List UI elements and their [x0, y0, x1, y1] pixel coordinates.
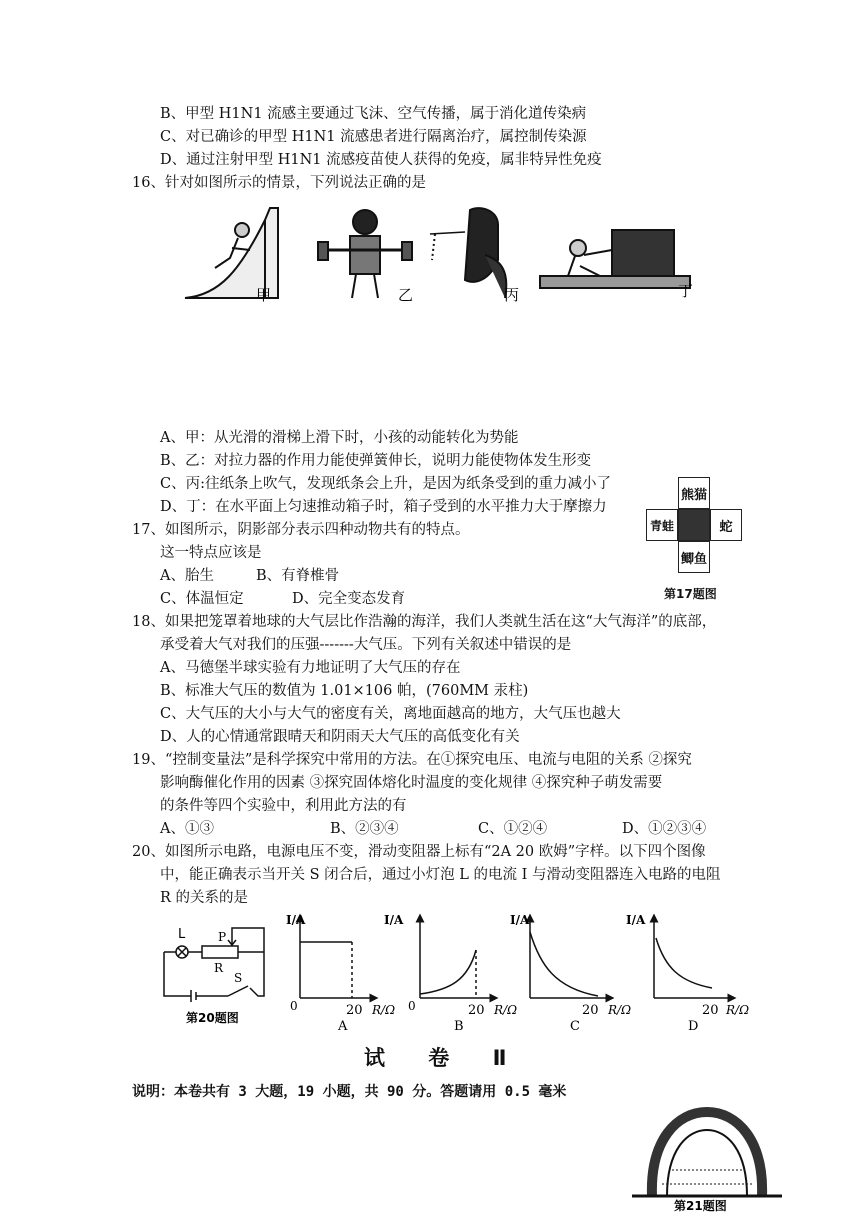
part2-note: 说明：本卷共有 3 大题，19 小题，共 90 分。答题请用 0.5 毫米 [132, 1084, 567, 1100]
q15-option-c: C、对已确诊的甲型 H1N1 流感患者进行隔离治疗，属控制传染源 [160, 129, 587, 145]
graph-c [530, 918, 610, 998]
q21-figure [632, 1100, 782, 1212]
push-box-picture [540, 230, 690, 288]
blowing-paper-picture [430, 208, 506, 298]
graph-a [300, 918, 374, 998]
q17-stem: 17、如图所示，阴影部分表示四种动物共有的特点。 [132, 522, 470, 538]
q18-stem2: 承受着大气对我们的压强-------大气压。下列有关叙述中错误的是 [160, 637, 572, 653]
rheostat-symbol [202, 946, 238, 958]
q20-stem3: R 的关系的是 [160, 890, 249, 906]
label-yi: 乙 [398, 286, 414, 304]
q19-option-a: A、①③ [160, 821, 214, 837]
label-jia: 甲 [256, 286, 272, 304]
q16-option-b: B、乙：对拉力器的作用力能使弹簧伸长，说明力能使物体发生形变 [160, 453, 592, 469]
battery-symbol [191, 990, 196, 1002]
graph-c-xlabel: R/Ω [608, 1003, 632, 1017]
q19-option-c: C、①②④ [478, 821, 548, 837]
slide-picture [185, 208, 278, 298]
graph-c-ylabel: I/A [510, 913, 530, 927]
q15-option-d: D、通过注射甲型 H1N1 流感疫苗使人获得的免疫，属非特异性免疫 [160, 152, 602, 168]
circuit-label-p: P [218, 930, 227, 944]
expander-picture [318, 210, 412, 298]
label-bing: 丙 [504, 286, 520, 304]
graph-d-curve [656, 938, 712, 988]
graph-a-ylabel: I/A [286, 913, 306, 927]
graph-d-option: D [688, 1019, 699, 1034]
graph-b-option: B [454, 1019, 464, 1034]
graph-c-curve [530, 932, 598, 996]
q17-option-a: A、胎生 [160, 568, 214, 584]
q18-option-d: D、人的心情通常跟晴天和阴雨天大气压的高低变化有关 [160, 729, 520, 745]
grid-left-frog: 青蛙 [646, 509, 678, 541]
circuit-label-l: L [178, 927, 186, 942]
q18-option-c: C、大气压的大小与大气的密度有关，离地面越高的地方，大气压也越大 [160, 706, 621, 722]
q20-graphs [280, 910, 760, 1035]
q20-stem2: 中，能正确表示当开关 S 闭合后，通过小灯泡 L 的电流 I 与滑动变阻器连入电路的电阻 [160, 867, 721, 883]
circuit-label-r: R [214, 961, 224, 975]
q19-option-b: B、②③④ [330, 821, 399, 837]
q19-stem3: 的条件等四个实验中，利用此方法的有 [160, 798, 407, 814]
q15-option-b: B、甲型 H1N1 流感主要通过飞沫、空气传播，属于消化道传染病 [160, 106, 587, 122]
grid-bottom-crucian: 鲫鱼 [678, 541, 710, 573]
circuit-label-s: S [234, 971, 243, 985]
graph-c-option: C [570, 1019, 580, 1034]
q20-caption: 第20题图 [186, 1011, 239, 1025]
q17-option-c: C、体温恒定 [160, 591, 244, 607]
graph-d-tick: 20 [702, 1003, 719, 1018]
graph-d-xlabel: R/Ω [726, 1003, 750, 1017]
q17-caption: 第17题图 [664, 587, 717, 601]
q17-option-d: D、完全变态发育 [292, 591, 406, 607]
graph-a-xlabel: R/Ω [372, 1003, 396, 1017]
q21-caption: 第21题图 [674, 1199, 727, 1212]
q18-option-a: A、马德堡半球实验有力地证明了大气压的存在 [160, 660, 461, 676]
q19-option-d: D、①②③④ [622, 821, 707, 837]
grid-shaded-center [678, 509, 710, 541]
label-ding: 丁 [678, 282, 694, 300]
graph-d [654, 918, 732, 998]
graph-b [420, 918, 494, 998]
q16-illustration [180, 200, 700, 310]
switch-symbol [228, 986, 248, 996]
q20-stem1: 20、如图所示电路，电源电压不变，滑动变阻器上标有“2A 20 欧姆”字样。以下四个图像 [132, 844, 706, 860]
graph-b-xlabel: R/Ω [494, 1003, 518, 1017]
graph-a-tick: 20 [346, 1003, 363, 1018]
graph-b-tick: 20 [468, 1003, 485, 1018]
graph-c-tick: 20 [582, 1003, 599, 1018]
q20-circuit-diagram [158, 918, 273, 1028]
q16-stem: 16、针对如图所示的情景，下列说法正确的是 [132, 175, 426, 191]
grid-right-snake: 蛇 [710, 509, 742, 541]
q19-stem2: 影响酶催化作用的因素 ③探究固体熔化时温度的变化规律 ④探究种子萌发需要 [160, 775, 663, 791]
q19-stem1: 19、“控制变量法”是科学探究中常用的方法。在①探究电压、电流与电阻的关系 ②探究 [132, 752, 692, 768]
graph-b-ylabel: I/A [384, 913, 404, 927]
q18-stem1: 18、如果把笼罩着地球的大气层比作浩瀚的海洋，我们人类就生活在这“大气海洋”的底部， [132, 614, 717, 630]
q16-option-d: D、丁：在水平面上匀速推动箱子时，箱子受到的水平推力大于摩擦力 [160, 499, 607, 515]
graph-a-origin: 0 [290, 999, 298, 1013]
graph-b-origin: 0 [408, 999, 416, 1013]
part2-title: 试 卷 Ⅱ [364, 1046, 525, 1070]
q17-animal-grid [646, 477, 742, 573]
q17-option-b: B、有脊椎骨 [256, 568, 340, 584]
graph-d-ylabel: I/A [626, 913, 646, 927]
q17-stem2: 这一特点应该是 [160, 545, 262, 561]
graph-a-option: A [338, 1019, 348, 1034]
q18-option-b: B、标准大气压的数值为 1.01×106 帕，(760MM 汞柱) [160, 683, 529, 699]
q16-option-c: C、丙:往纸条上吹气，发现纸条会上升，是因为纸条受到的重力减小了 [160, 476, 611, 492]
q16-option-a: A、甲：从光滑的滑梯上滑下时，小孩的动能转化为势能 [160, 430, 519, 446]
graph-b-curve [420, 950, 476, 994]
grid-top-panda: 熊猫 [678, 477, 710, 509]
